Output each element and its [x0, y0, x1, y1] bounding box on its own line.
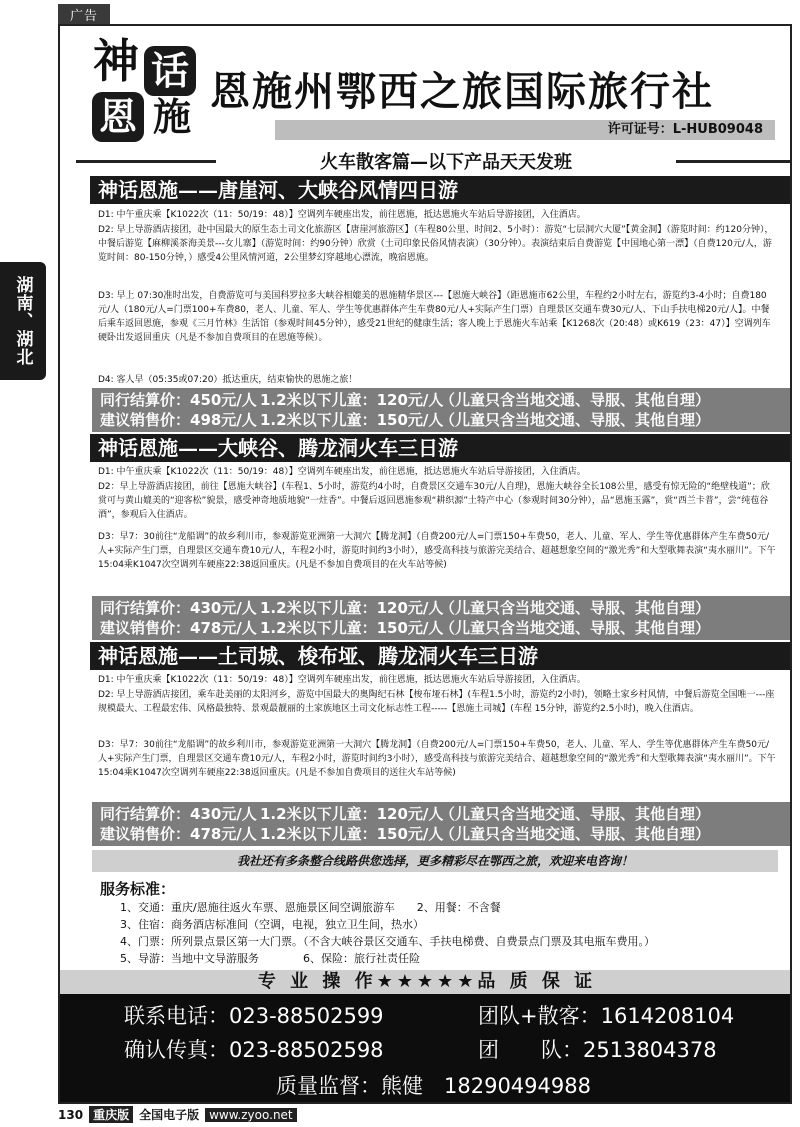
child-price-note: （儿童只含当地交通、导服、其他自理） [440, 825, 711, 843]
child-price: 1.2米以下儿童：150元/人 [260, 411, 444, 429]
section-title-text: 火车散客篇—以下产品天天发班 [320, 152, 572, 173]
tour-day: D3：早7：30前往“龙船调”的故乡利川市，参观游览亚洲第一大洞穴【腾龙洞】（自费200元/人=门票150+车费50，老人、儿童、军人、学生等优惠群体产生车费50元/人+实际产生门票，自理景区交通车费10元/人，车程2小时，游览时间约3小时），感受高科技与旅游完美结合、超越想象空间的“激光秀”和大型歌舞表演“夷水丽川”。下午15:04乘K1047次空调列车硬座22:38返回重庆。(凡是不参加自费项目的在火车站等候) [98, 532, 776, 570]
child-price: 1.2米以下儿童：150元/人 [260, 825, 444, 843]
trade-price: 同行结算价：450元/人 [100, 391, 257, 409]
team-contact: 团 队：2513804378 [478, 1038, 717, 1062]
contact-panel [60, 994, 792, 1104]
price-row [100, 804, 784, 824]
price-row [100, 618, 784, 638]
child-price-note: （儿童只含当地交通、导服、其他自理） [440, 411, 711, 429]
title-rule-left [76, 160, 216, 163]
trade-price: 同行结算价：430元/人 [100, 805, 257, 823]
ebook-label: 全国电子版 [139, 1108, 200, 1122]
tour-day: D1: 中午重庆乘【K1022次（11：50/19：48）】空调列车硬座出发，前往恩施，抵达恩施火车站后导游接团，入住酒店。 [98, 467, 586, 477]
retail-price: 建议销售价：478元/人 [100, 619, 257, 637]
service-item: 4、门票：所列景点景区第一大门票。（不含大峡谷景区交通车、手扶电梯费、自费景点门票及其电瓶车费用。） [120, 935, 655, 948]
slogan: 我社还有多条整合线路供您选择，更多精彩尽在鄂西之旅，欢迎来电咨询！ [92, 850, 778, 872]
edition-label: 重庆版 [89, 1106, 133, 1123]
tour-day: D1: 中午重庆乘【K1022次（11：50/19：48）】空调列车硬座出发，前往恩施，抵达恩施火车站后导游接团，入住酒店。 [98, 675, 586, 685]
price-block [92, 596, 792, 640]
logo-char-2: 话 [144, 46, 196, 96]
license-number: 许可证号：L-HUB09048 [275, 120, 775, 140]
tour-day: D4: 客人早（05:35或07:20）抵达重庆，结束愉快的恩施之旅！ [98, 375, 358, 385]
tour-day: D2：早上导游酒店接团，前往【恩施大峡谷】(车程1、5小时，游览约4小时，自费景区交通车30元/人自理)，恩施大峡谷全长108公里，感受有惊无险的“绝壁栈道”；欣赏可与黄山媲美的“迎客松”貌景，感受神奇地质地貌“一炷香”。中餐后返回恩施参观“耕织源”土特产中心（参观时间30分钟），品“恩施玉露”，赏“西兰卡普”，尝“纯苞谷酒”，参观后入住酒店。 [98, 482, 770, 520]
ad-tag: 广告 [58, 4, 110, 25]
child-price-note: （儿童只含当地交通、导服、其他自理） [440, 805, 711, 823]
website-link[interactable]: www.zyoo.net [205, 1108, 297, 1122]
quality-supervisor: 质量监督：熊健 18290494988 [276, 1074, 591, 1098]
logo-char-1: 神 [93, 34, 139, 88]
tour-day: D3：早7：30前往“龙船调”的故乡利川市，参观游览亚洲第一大洞穴【腾龙洞】（自费200元/人=门票150+车费50，老人、儿童、军人、学生等优惠群体产生车费50元/人+实际产生门票，自理景区交通车费10元/人，车程2小时，游览时间约3小时），感受高科技与旅游完美结合、超越想象空间的“激光秀”和大型歌舞表演“夷水丽川”。下午15:04乘K1047次空调列车硬座22:38返回重庆。(凡是不参加自费项目的送往火车站等候) [98, 740, 776, 778]
child-price: 1.2米以下儿童：150元/人 [260, 619, 444, 637]
tour-title: 神话恩施——大峡谷、腾龙洞火车三日游 [90, 434, 792, 462]
trade-price: 同行结算价：430元/人 [100, 599, 257, 617]
price-row [100, 824, 784, 844]
child-price-note: （儿童只含当地交通、导服、其他自理） [440, 619, 711, 637]
group-contact: 团队+散客：1614208104 [478, 1004, 735, 1028]
contact-phone: 联系电话：023-88502599 [124, 1004, 384, 1028]
title-rule-right [676, 160, 792, 163]
child-price: 1.2米以下儿童：120元/人 [260, 599, 444, 617]
logo [90, 36, 200, 144]
child-price-note: （儿童只含当地交通、导服、其他自理） [440, 391, 711, 409]
price-block [92, 388, 792, 432]
tour-day: D3: 早上 07:30准时出发，自费游览可与美国科罗拉多大峡谷相媲美的恩施精华景区---【恩施大峡谷】（距恩施市62公里，车程约2小时左右，游览约3-4小时；自费180元/人（180元/人=门票100+车费80，老人、儿童、军人、学生等优惠群体产生车费80元/人+实际产生门票）自理景区交通车费30元/人、下山手扶电梯20元/人】。中餐后乘车返回恩施，参观《三月竹林》生活馆（参观时间45分钟），感受21世纪的健康生活；客人晚上于恩施火车站乘【K1268次（20:48）或K619（23：47）】空调列车硬卧出发返回重庆（凡是不参加自费项目的在恩施等候）。 [98, 291, 771, 343]
tour-day: D1: 中午重庆乘【K1022次（11：50/19：48）】空调列车硬座出发，前往恩施，抵达恩施火车站后导游接团，入住酒店。 [98, 210, 586, 220]
tour-day: D2: 早上导游酒店接团，赴中国最大的原生态土司文化旅游区【唐崖河旅游区】（车程80公里、时间2、5小时）：游览“七层洞穴大厦”【黄金洞】（游览时间：约120分钟），中餐后游览【麻柳溪茶海美景---女儿寨】（游览时间：约90分钟）欣赏（土司印象民俗风情表演）（30分钟）。表演结束后自费游览【中国地心第一漂】（自费120元/人，游览时间：80-150分钟，）感受4公里风情河道，2公里梦幻穿越地心漂流，晚宿恩施。 [98, 225, 774, 263]
price-block [92, 802, 792, 846]
price-row [100, 598, 784, 618]
tour-day: D2: 早上导游酒店接团，乘车赴美丽的太阳河乡，游览中国最大的奥陶纪石林【梭布垭石林】(车程1.5小时，游览约2小时)，领略土家乡村风情，中餐后游览全国唯一---座规模最大、工程最宏伟、风格最独特、景观最靓丽的土家族地区土司文化标志性工程-----【恩施土司城】(车程 15分钟，游览约2.5小时)，晚入住酒店。 [98, 690, 775, 714]
retail-price: 建议销售价：478元/人 [100, 825, 257, 843]
confirm-fax: 确认传真：023-88502598 [124, 1038, 384, 1062]
ad-frame [58, 24, 792, 1104]
price-row [100, 390, 784, 410]
section-title [236, 148, 656, 174]
service-item: 5、导游：当地中文导游服务 6、保险：旅行社责任险 [120, 952, 420, 965]
service-title: 服务标准： [100, 880, 176, 898]
service-item: 1、交通：重庆/恩施往返火车票、恩施景区间空调旅游车 2、用餐：不含餐 [120, 901, 501, 914]
tour-title: 神话恩施——土司城、梭布垭、腾龙洞火车三日游 [90, 642, 792, 670]
service-item: 3、住宿：商务酒店标准间（空调，电视，独立卫生间，热水） [120, 918, 424, 931]
page-footer [58, 1106, 297, 1123]
logo-char-4: 施 [152, 94, 191, 139]
child-price: 1.2米以下儿童：120元/人 [260, 805, 444, 823]
retail-price: 建议销售价：498元/人 [100, 411, 257, 429]
quality-band: 专 业 操 作★★★★★品 质 保 证 [60, 970, 792, 994]
price-row [100, 410, 784, 430]
region-side-tab: 湖南、湖北 [0, 262, 46, 380]
company-name: 恩施州鄂西之旅国际旅行社 [210, 68, 714, 115]
tour-title: 神话恩施——唐崖河、大峡谷风情四日游 [90, 176, 792, 204]
page-number: 130 [58, 1107, 84, 1122]
logo-char-3: 恩 [92, 92, 144, 142]
child-price-note: （儿童只含当地交通、导服、其他自理） [440, 599, 711, 617]
child-price: 1.2米以下儿童：120元/人 [260, 391, 444, 409]
